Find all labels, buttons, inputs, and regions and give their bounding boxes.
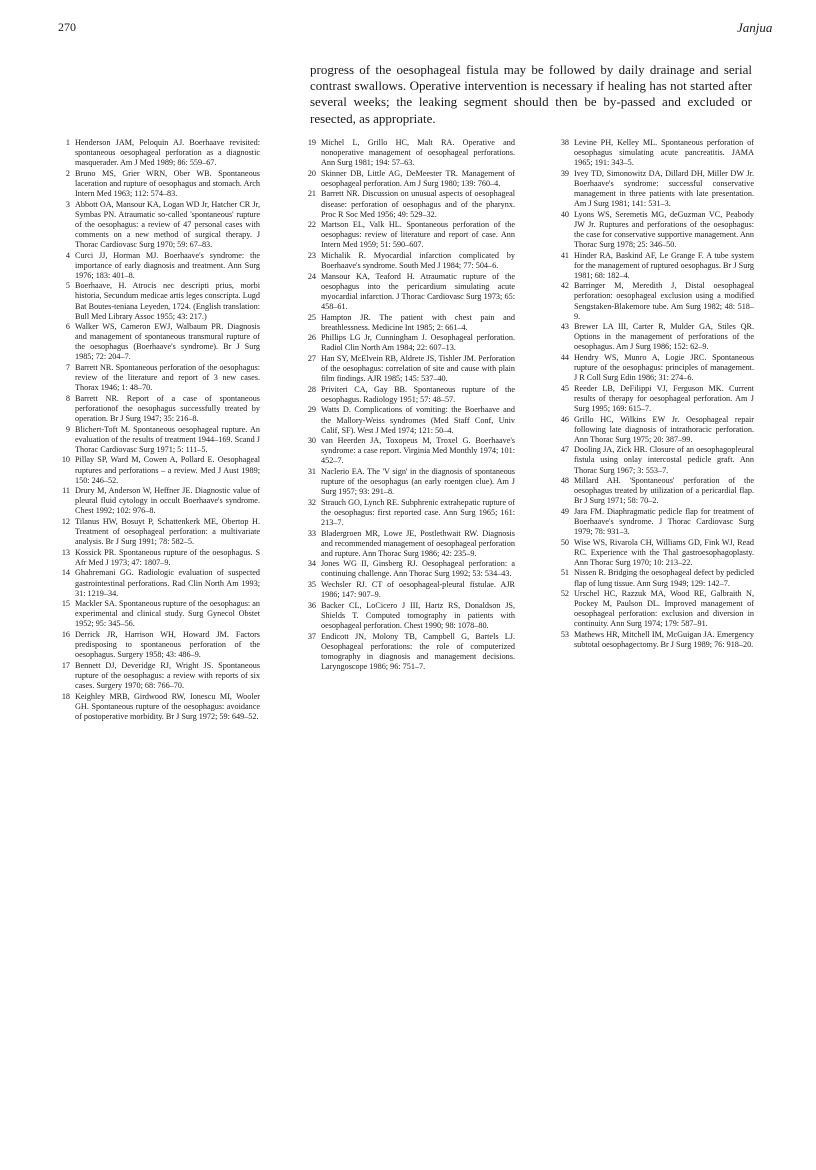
reference-number: 53 bbox=[560, 630, 569, 639]
reference-text: Skinner DB, Little AG, DeMeester TR. Management of oesophageal perforation. Am J Surg 1980; 139: 760–4. bbox=[321, 168, 515, 188]
reference-text: Derrick JR, Harrison WH, Howard JM. Factors predisposing to spontaneous perforation of the oesophagus. Surgery 1958; 43: 486–9. bbox=[75, 630, 260, 660]
reference-number: 29 bbox=[307, 405, 316, 415]
reference-number: 25 bbox=[307, 312, 316, 322]
reference-item bbox=[556, 251, 754, 281]
reference-text: Naclerio EA. The 'V sign' in the diagnosis of spontaneous rupture of the oesophagus (an early roentgen clue). Am J Surg 1957; 93: 291–8. bbox=[321, 467, 515, 497]
reference-text: Mackler SA. Spontaneous rupture of the oesophagus: an experimental and clinical study. Surg Gynecol Obstet 1952; 95: 345–56. bbox=[75, 599, 260, 629]
reference-number: 10 bbox=[61, 455, 70, 465]
reference-number: 48 bbox=[560, 476, 569, 486]
reference-text: Drury M, Anderson W, Heffner JE. Diagnostic value of pleural fluid cytology in occult Boerhaave's syndrome. Chest 1992; 102: 976–8. bbox=[75, 486, 260, 516]
reference-text: Ghahremani GG. Radiologic evaluation of suspected gastrointestinal perforations. Rad Clin North Am 1993; 31: 1219–34. bbox=[75, 568, 260, 598]
reference-item bbox=[303, 272, 515, 312]
reference-text: Bladergroen MR, Lowe JE, Postlethwait RW. Diagnosis and recommended management of oesophageal perforation and rupture. Ann Thorac Surg 1986; 42: 235–9. bbox=[321, 528, 515, 558]
reference-item bbox=[556, 476, 754, 506]
reference-text: Ivey TD, Simonowitz DA, Dillard DH, Miller DW Jr. Boerhaave's syndrome: successful conservative management in three patients with late presentation. Am J Surg 1981; 141: 531–3. bbox=[574, 168, 754, 209]
reference-number: 6 bbox=[65, 322, 70, 332]
reference-item bbox=[303, 498, 515, 528]
reference-number: 33 bbox=[307, 528, 316, 538]
reference-number: 31 bbox=[307, 467, 316, 476]
reference-item bbox=[57, 455, 260, 485]
reference-text: Boerhaave, H. Atrocis nec descripti prius, morbi historia, Secundum medicae artis leges conscripta. Lugd Bat Boutes-teniana Leyeden, 1724. (English translation: Bull Med Library Assoc 1955; 43: 217.) bbox=[75, 281, 260, 321]
reference-text: Michalik R. Myocardial infarction complicated by Boerhaave's syndrome. South Med J 1984; 77: 504–6. bbox=[321, 251, 515, 271]
reference-text: Keighley MRB, Girdwood RW, Ionescu MI, Wooler GH. Spontaneous rupture of the oesophagus: avoidance of postoperative morbidity. Br J Surg 1972; 59: 649–52. bbox=[75, 691, 260, 721]
reference-column-1 bbox=[57, 138, 260, 722]
reference-number: 21 bbox=[307, 189, 316, 199]
reference-text: Han SY, McElvein RB, Aldrete JS, Tishler JM. Perforation of the oesophagus: correlation of site and cause with plain film findings. AJR 1985; 145: 537–40. bbox=[321, 353, 515, 384]
reference-text: Hinder RA, Baskind AF, Le Grange F. A tube system for the management of ruptured oesophagus. Br J Surg 1981; 68: 182–4. bbox=[574, 250, 754, 280]
reference-text: Barrett NR. Discussion on unusual aspects of oesophageal disease: perforation of oesophagus and of the pharynx. Proc R Soc Med 1956; 49: 529–32. bbox=[321, 189, 515, 219]
reference-number: 16 bbox=[61, 630, 70, 639]
reference-item bbox=[57, 548, 260, 568]
reference-text: Jara FM. Diaphragmatic pedicle flap for treatment of Boerhaave's syndrome. J Thorac Cardiovasc Surg 1979; 78: 931–3. bbox=[574, 506, 754, 537]
reference-text: van Heerden JA, Toxopeus M, Troxel G. Boerhaave's syndrome: a case report. Virginia Med Monthly 1974; 101: 452–7. bbox=[321, 436, 515, 466]
reference-item bbox=[57, 169, 260, 199]
reference-text: Nissen R. Bridging the oesophageal defect by pedicled flap of lung tissue. Ann Surg 1949; 129: 142–7. bbox=[574, 568, 754, 588]
reference-item bbox=[57, 251, 260, 281]
reference-text: Reeder LB, DeFilippi VJ, Ferguson MK. Current results of therapy for oesophageal perforation. Am J Surg 1995; 169: 615–7. bbox=[574, 383, 754, 413]
reference-text: Phillips LG Jr, Cunningham J. Oesophageal perforation. Radiol Clin North Am 1984; 22: 607–13. bbox=[321, 333, 515, 353]
reference-number: 42 bbox=[560, 281, 569, 291]
reference-number: 3 bbox=[65, 199, 70, 209]
reference-item bbox=[556, 630, 754, 650]
reference-number: 30 bbox=[307, 436, 316, 446]
reference-item bbox=[57, 692, 260, 722]
reference-number: 5 bbox=[65, 281, 70, 291]
reference-item bbox=[57, 138, 260, 168]
reference-text: Millard AH. 'Spontaneous' perforation of the oesophagus treated by utilization of a pericardial flap. Br J Surg 1971; 58: 70–2. bbox=[574, 476, 754, 506]
reference-text: Grillo HC, Wilkins EW Jr. Oesophageal repair following late diagnosis of intrathoracic perforation. Ann Thorac Surg 1975; 20: 387–99. bbox=[574, 414, 754, 444]
reference-number: 22 bbox=[307, 220, 316, 230]
reference-item bbox=[556, 353, 754, 383]
reference-item bbox=[303, 467, 515, 497]
reference-text: Blichert-Toft M. Spontaneous oesophageal rupture. An evaluation of the results of treatment 1944–169. Scand J Thorac Cardiovasc Surg 1971; 5: 111–5. bbox=[75, 424, 260, 454]
reference-text: Tilanus HW, Bosuyt P, Schattenkerk ME, Obertop H. Treatment of oesophageal perforation: a multivariate analysis. Br J Surg 1991; 78: 582–5. bbox=[75, 516, 260, 547]
reference-number: 49 bbox=[560, 506, 569, 516]
reference-number: 12 bbox=[61, 516, 70, 526]
reference-number: 34 bbox=[307, 559, 316, 569]
reference-text: Dooling JA, Zick HR. Closure of an oesophagopleural fistula using onlay intercostal pedicle graft. Ann Thorac Surg 1967; 3: 553–7. bbox=[574, 445, 754, 475]
reference-item bbox=[556, 210, 754, 250]
reference-item bbox=[57, 486, 260, 516]
reference-text: Barrett NR. Report of a case of spontaneous perforationof the oesophagus successfully treated by operation. Br J Surg 1947; 35: 216–8. bbox=[75, 393, 260, 424]
reference-text: Martson EL, Valk HL. Spontaneous perforation of the oesophagus: review of literature and report of case. Ann Intern Med 1959; 51: 590–607. bbox=[321, 220, 515, 250]
reference-item bbox=[57, 568, 260, 598]
reference-number: 7 bbox=[65, 363, 70, 373]
reference-text: Curci JJ, Horman MJ. Boerhaave's syndrome: the importance of early diagnosis and treatment. Ann Surg 1976; 183: 401–8. bbox=[75, 250, 260, 280]
reference-number: 1 bbox=[65, 138, 70, 147]
reference-item bbox=[303, 580, 515, 600]
reference-number: 51 bbox=[560, 568, 569, 578]
reference-number: 38 bbox=[560, 138, 569, 147]
reference-number: 8 bbox=[65, 393, 70, 403]
reference-item bbox=[556, 169, 754, 209]
reference-text: Brewer LA III, Carter R, Mulder GA, Stiles QR. Options in the management of perforations of the oesophagus. Am J Surg 1986; 152: 62–9. bbox=[574, 322, 754, 352]
reference-text: Hendry WS, Munro A, Logie JRC. Spontaneous rupture of the oesophagus: principles of management. J R Coll Surg Edin 1986; 31: 274–6. bbox=[574, 352, 754, 383]
reference-item bbox=[556, 415, 754, 445]
reference-item bbox=[57, 363, 260, 393]
reference-item bbox=[303, 333, 515, 353]
reference-number: 18 bbox=[61, 691, 70, 701]
reference-text: Barringer M, Meredith J, Distal oesophageal perforation: oesophageal exclusion using a modified Sengstaken-Blakemore tube. Am Surg 1982; 48: 518–9. bbox=[574, 281, 754, 321]
reference-text: Hampton JR. The patient with chest pain and breathlessness. Medicine Int 1985; 2: 661–4. bbox=[321, 312, 515, 332]
reference-item bbox=[556, 322, 754, 352]
reference-item bbox=[303, 169, 515, 189]
reference-text: Wechsler RJ. CT of oesophageal-pleural fistulae. AJR 1986; 147: 907–9. bbox=[321, 580, 515, 600]
reference-number: 28 bbox=[307, 384, 316, 394]
reference-text: Mathews HR, Mitchell IM, McGuigan JA. Emergency subtotal oesophagectomy. Br J Surg 1989; 76: 918–20. bbox=[574, 630, 754, 650]
page-number: 270 bbox=[58, 20, 76, 34]
reference-number: 52 bbox=[560, 589, 569, 599]
reference-number: 39 bbox=[560, 168, 569, 178]
reference-text: Lyons WS, Seremetis MG, deGuzman VC, Peabody JW Jr. Ruptures and perforations of the oesophagus: the case for conservative supportive management. Ann Thorac Surg 1978; 25: 346–50. bbox=[574, 209, 754, 249]
reference-number: 35 bbox=[307, 580, 316, 590]
reference-item bbox=[57, 425, 260, 455]
reference-number: 43 bbox=[560, 322, 569, 332]
reference-item bbox=[57, 630, 260, 660]
reference-item bbox=[556, 568, 754, 588]
reference-number: 15 bbox=[61, 599, 70, 609]
reference-item bbox=[556, 281, 754, 321]
reference-item bbox=[556, 538, 754, 568]
reference-number: 44 bbox=[560, 352, 569, 362]
reference-item bbox=[303, 138, 515, 168]
reference-number: 26 bbox=[307, 333, 316, 343]
running-head: Janjua bbox=[737, 20, 773, 35]
reference-number: 32 bbox=[307, 497, 316, 507]
reference-text: Watts D. Complications of vomiting: the Boerhaave and the Mallory-Weiss syndromes (Med Staff Conf, Univ Calif, SF). West J Med 1974; 121: 50–4. bbox=[321, 405, 515, 435]
reference-item bbox=[57, 599, 260, 629]
reference-column-3 bbox=[556, 138, 754, 651]
reference-item bbox=[57, 661, 260, 691]
reference-item bbox=[303, 189, 515, 219]
reference-number: 41 bbox=[560, 250, 569, 260]
reference-item bbox=[556, 384, 754, 414]
reference-item bbox=[303, 601, 515, 631]
reference-text: Bennett DJ, Deveridge RJ, Wright JS. Spontaneous rupture of the oesophagus: a review with reports of six cases. Surgery 1970; 68: 766–70. bbox=[75, 660, 260, 690]
reference-number: 13 bbox=[61, 547, 70, 557]
reference-item bbox=[303, 385, 515, 405]
reference-text: Walker WS, Cameron EWJ, Walbaum PR. Diagnosis and management of spontaneous transmural rupture of the oesophagus (Boerhaave's syndrome). Br J Surg 1985; 72: 204–7. bbox=[75, 322, 260, 362]
reference-number: 9 bbox=[65, 424, 70, 434]
reference-item bbox=[556, 138, 754, 168]
reference-text: Henderson JAM, Peloquin AJ. Boerhaave revisited: spontaneous oesophageal perforation as a diagnostic masquerader. Am J Med 1989; 86: 559–67. bbox=[75, 138, 260, 168]
reference-item bbox=[57, 200, 260, 250]
reference-number: 36 bbox=[307, 600, 316, 610]
reference-text: Priviteri CA, Gay BB. Spontaneous rupture of the oesophagus. Radiology 1951; 57: 48–57. bbox=[321, 384, 515, 404]
reference-text: Mansour KA, Teaford H. Atraumatic rupture of the oesophagus into the pericardium simulating acute myocardial infarction. J Thorac Cardiovasc Surg 1973; 65: 458–61. bbox=[321, 271, 515, 311]
reference-item bbox=[303, 529, 515, 559]
reference-text: Levine PH, Kelley ML. Spontaneous perforation of oesophagus simulating acute pancreatitis. JAMA 1965; 191: 343–5. bbox=[574, 138, 754, 168]
reference-item bbox=[303, 251, 515, 271]
reference-text: Abbott OA, Mansour KA, Logan WD Jr, Hatcher CR Jr, Symbas PN. Atraumatic so-called 'spontaneous' rupture of the oesophagus: a review of 47 personal cases with comments on a new method of surgical therapy. J Thorac Cardiovasc Surg 1970; 59: 67–83. bbox=[75, 199, 260, 249]
reference-text: Jones WG II, Ginsberg RJ. Oesophageal perforation: a continuing challenge. Ann Thorac Surg 1992; 53: 534–43. bbox=[321, 559, 515, 579]
reference-number: 47 bbox=[560, 445, 569, 455]
reference-column-2 bbox=[303, 138, 515, 672]
reference-item bbox=[556, 445, 754, 475]
reference-number: 14 bbox=[61, 568, 70, 578]
reference-item bbox=[556, 507, 754, 537]
reference-text: Endicott JN, Molony TB, Campbell G, Bartels LJ. Oesophageal perforations: the role of computerized tomography in diagnosis and management decisions. Laryngoscope 1986; 96: 751–7. bbox=[321, 631, 515, 671]
reference-number: 4 bbox=[65, 250, 70, 260]
reference-number: 17 bbox=[61, 660, 70, 670]
reference-text: Strauch GO, Lynch RE. Subphrenic extrahepatic rupture of the oesophagus: first reported case. Ann Surg 1965; 161: 213–7. bbox=[321, 497, 515, 527]
reference-number: 20 bbox=[307, 168, 316, 178]
reference-item bbox=[303, 220, 515, 250]
reference-text: Kossick PR. Spontaneous rupture of the oesophagus. S Afr Med J 1973; 47: 1807–9. bbox=[75, 547, 260, 567]
reference-item bbox=[57, 394, 260, 424]
reference-number: 19 bbox=[307, 138, 316, 147]
reference-text: Barrett NR. Spontaneous perforation of the oesophagus: review of the literature and report of 3 new cases. Thorax 1946; 1: 48–70. bbox=[75, 363, 260, 393]
reference-number: 37 bbox=[307, 631, 316, 641]
reference-item bbox=[303, 354, 515, 384]
reference-item bbox=[303, 313, 515, 333]
reference-item bbox=[556, 589, 754, 629]
reference-item bbox=[57, 517, 260, 547]
reference-text: Backer CL, LoCicero J III, Hartz RS, Donaldson JS, Shields T. Computed tomography in patients with oesophageal perforation. Chest 1990; 98: 1078–80. bbox=[321, 600, 515, 630]
reference-item bbox=[303, 632, 515, 672]
reference-number: 40 bbox=[560, 209, 569, 219]
reference-number: 11 bbox=[62, 486, 70, 496]
reference-text: Urschel HC, Razzuk MA, Wood RE, Galbraith N, Pockey M, Paulson DL. Improved management of oesophageal perforation: exclusion and diversion in continuity. Ann Surg 1974; 179: 587–91. bbox=[574, 589, 754, 629]
body-paragraph: progress of the oesophageal fistula may be followed by daily drainage and serial contrast swallows. Operative intervention is necessary if healing has not started after several weeks; the leaking segment should then be by-passed and excluded or resected, as appropriate. bbox=[310, 62, 752, 126]
reference-number: 24 bbox=[307, 271, 316, 281]
reference-item bbox=[57, 322, 260, 362]
reference-item bbox=[303, 436, 515, 466]
reference-item bbox=[303, 405, 515, 435]
reference-number: 23 bbox=[307, 251, 316, 261]
reference-text: Pillay SP, Ward M, Cowen A, Pollard E. Oesophageal ruptures and perforations – a review. Med J Aust 1989; 150: 246–52. bbox=[75, 455, 260, 485]
reference-number: 45 bbox=[560, 383, 569, 393]
reference-text: Wise WS, Rivarola CH, Williams GD, Fink WJ, Read RC. Experience with the Thal gastroesophagoplasty. Ann Thorac Surg 1970; 10: 213–22. bbox=[574, 537, 754, 567]
reference-number: 2 bbox=[65, 168, 70, 178]
reference-text: Michel L, Grillo HC, Malt RA. Operative and nonoperative management of oesophageal perforations. Ann Surg 1981; 194: 57–63. bbox=[321, 138, 515, 168]
reference-number: 46 bbox=[560, 414, 569, 424]
reference-number: 50 bbox=[560, 537, 569, 547]
reference-item bbox=[57, 281, 260, 321]
reference-number: 27 bbox=[307, 353, 316, 363]
reference-item bbox=[303, 559, 515, 579]
reference-text: Bruno MS, Grier WRN, Ober WB. Spontaneous laceration and rupture of oesophagus and stomach. Arch Intern Med 1963; 112: 574–83. bbox=[75, 168, 260, 198]
